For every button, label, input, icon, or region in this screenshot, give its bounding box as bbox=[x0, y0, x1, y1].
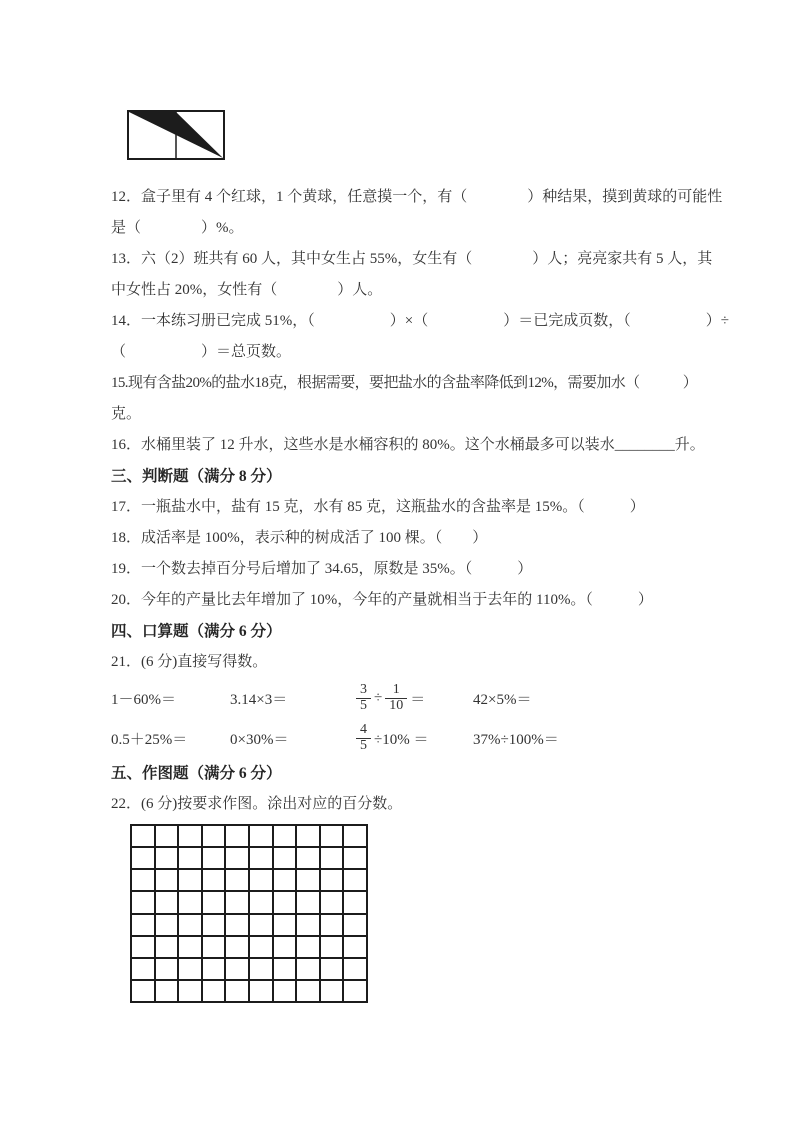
grid-cell bbox=[249, 958, 273, 980]
fraction-one-tenth bbox=[385, 683, 407, 713]
grid-cell bbox=[273, 825, 297, 847]
grid-cell bbox=[225, 958, 249, 980]
grid-cell bbox=[343, 847, 367, 869]
grid-cell bbox=[202, 958, 226, 980]
grid-cell bbox=[202, 914, 226, 936]
grid-cell bbox=[296, 958, 320, 980]
expr-frac45-div-10pct bbox=[356, 723, 473, 753]
expr-0-times-30pct: 0×30%＝ bbox=[230, 731, 289, 748]
grid-cell bbox=[273, 936, 297, 958]
question-13-line-2: 中女性占 20%，女性有（ ）人。 bbox=[111, 282, 383, 298]
grid-cell bbox=[202, 891, 226, 913]
question-21-intro: 21．(6 分)直接写得数。 bbox=[111, 654, 268, 670]
question-22-intro: 22．(6 分)按要求作图。涂出对应的百分数。 bbox=[111, 796, 403, 812]
grid-cell bbox=[225, 914, 249, 936]
question-19: 19．一个数去掉百分号后增加了 34.65，原数是 35%。（ ） bbox=[111, 561, 533, 577]
grid-cell bbox=[178, 891, 202, 913]
grid-cell bbox=[225, 936, 249, 958]
grid-cell bbox=[320, 958, 344, 980]
grid-cell bbox=[249, 847, 273, 869]
percent-grid bbox=[130, 824, 368, 1003]
expr-1-minus-60pct: 1－60%＝ bbox=[111, 691, 176, 708]
grid-cell bbox=[273, 891, 297, 913]
grid-cell bbox=[225, 825, 249, 847]
question-14-line-1: 14．一本练习册已完成 51%，（ ）×（ ）＝已完成页数，（ ）÷ bbox=[111, 313, 729, 329]
fraction-three-fifths bbox=[356, 683, 371, 713]
grid-cell bbox=[273, 914, 297, 936]
grid-cell bbox=[343, 936, 367, 958]
oral-math-row-2 bbox=[111, 718, 697, 758]
grid-cell bbox=[249, 980, 273, 1002]
grid-cell bbox=[202, 980, 226, 1002]
grid-cell bbox=[296, 825, 320, 847]
grid-cell bbox=[296, 914, 320, 936]
grid-cell bbox=[343, 869, 367, 891]
grid-cell bbox=[178, 869, 202, 891]
grid-cell bbox=[296, 936, 320, 958]
grid-cell bbox=[155, 936, 179, 958]
divide-sign: ÷ bbox=[374, 689, 383, 706]
section-drawing bbox=[111, 758, 697, 1003]
grid-cell bbox=[225, 980, 249, 1002]
grid-cell bbox=[320, 980, 344, 1002]
question-15-line-2: 克。 bbox=[111, 406, 142, 422]
grid-cell bbox=[202, 869, 226, 891]
grid-cell bbox=[131, 936, 155, 958]
question-12-line-2: 是（ ）%。 bbox=[111, 220, 244, 236]
section-oral-math bbox=[111, 616, 697, 758]
grid-cell bbox=[273, 847, 297, 869]
grid-cell bbox=[320, 825, 344, 847]
grid-cell bbox=[202, 825, 226, 847]
grid-cell bbox=[343, 980, 367, 1002]
grid-cell bbox=[320, 891, 344, 913]
grid-cell bbox=[296, 869, 320, 891]
oral-section-heading: 四、口算题（满分 6 分） bbox=[111, 623, 282, 640]
question-17: 17．一瓶盐水中，盐有 15 克，水有 85 克，这瓶盐水的含盐率是 15%。（ ） bbox=[111, 499, 645, 515]
grid-cell bbox=[131, 869, 155, 891]
section-fill-in bbox=[111, 182, 729, 461]
judge-section-heading: 三、判断题（满分 8 分） bbox=[111, 468, 282, 485]
grid-cell bbox=[343, 825, 367, 847]
grid-cell bbox=[343, 914, 367, 936]
grid-cell bbox=[155, 869, 179, 891]
drawing-section-heading: 五、作图题（满分 6 分） bbox=[111, 765, 282, 782]
grid-cell bbox=[249, 891, 273, 913]
grid-cell bbox=[155, 825, 179, 847]
expr-0point5-plus-25pct: 0.5＋25%＝ bbox=[111, 731, 188, 748]
grid-cell bbox=[131, 891, 155, 913]
grid-cell bbox=[249, 869, 273, 891]
fraction-numerator: 3 bbox=[360, 681, 367, 697]
grid-cell bbox=[343, 958, 367, 980]
grid-cell bbox=[178, 914, 202, 936]
grid-cell bbox=[202, 847, 226, 869]
fraction-denominator: 5 bbox=[356, 738, 371, 754]
grid-cell bbox=[155, 980, 179, 1002]
grid-cell bbox=[296, 847, 320, 869]
grid-cell bbox=[178, 980, 202, 1002]
grid-cell bbox=[131, 958, 155, 980]
question-18: 18．成活率是 100%，表示种的树成活了 100 棵。（ ） bbox=[111, 530, 488, 546]
grid-cell bbox=[296, 891, 320, 913]
grid-cell bbox=[249, 825, 273, 847]
grid-cell bbox=[155, 847, 179, 869]
grid-cell bbox=[131, 825, 155, 847]
grid-cell bbox=[320, 914, 344, 936]
fraction-numerator: 4 bbox=[360, 721, 367, 737]
worksheet-content bbox=[111, 110, 729, 1003]
grid-cell bbox=[131, 914, 155, 936]
fraction-denominator: 5 bbox=[356, 698, 371, 714]
expr-37pct-div-100pct: 37%÷100%＝ bbox=[473, 731, 559, 748]
expr-frac35-div-frac110 bbox=[356, 683, 473, 713]
grid-cell bbox=[225, 891, 249, 913]
question-20: 20．今年的产量比去年增加了 10%，今年的产量就相当于去年的 110%。（ ） bbox=[111, 592, 653, 608]
grid-cell bbox=[131, 847, 155, 869]
section-judge bbox=[111, 461, 697, 616]
grid-cell bbox=[296, 980, 320, 1002]
grid-cell bbox=[202, 936, 226, 958]
expr-3point14-times-3: 3.14×3＝ bbox=[230, 691, 288, 708]
question-14-line-2: （ ）＝总页数。 bbox=[111, 344, 292, 360]
grid-cell bbox=[225, 847, 249, 869]
grid-cell bbox=[178, 936, 202, 958]
grid-cell bbox=[178, 847, 202, 869]
fraction-denominator: 10 bbox=[385, 698, 407, 714]
oral-math-row-1 bbox=[111, 678, 697, 718]
grid-cell bbox=[320, 847, 344, 869]
grid-cell bbox=[343, 891, 367, 913]
grid-cell bbox=[178, 825, 202, 847]
question-16-line-1: 16．水桶里装了 12 升水，这些水是水桶容积的 80%。这个水桶最多可以装水________升。 bbox=[111, 437, 705, 453]
fraction-four-fifths bbox=[356, 723, 371, 753]
grid-cell bbox=[155, 891, 179, 913]
grid-cell bbox=[249, 914, 273, 936]
grid-cell bbox=[155, 914, 179, 936]
grid-cell bbox=[320, 936, 344, 958]
expr-42-times-5pct: 42×5%＝ bbox=[473, 691, 532, 708]
question-15-line-1: 15.现有含盐20%的盐水18克，根据需要，要把盐水的含盐率降低到12%，需要加水（ ） bbox=[111, 375, 698, 391]
grid-cell bbox=[273, 869, 297, 891]
divide-10pct-equals: ÷10% ＝ bbox=[374, 731, 429, 748]
question-12-line-1: 12．盒子里有 4 个红球，1 个黄球，任意摸一个，有（ ）种结果，摸到黄球的可能性 bbox=[111, 189, 723, 205]
grid-cell bbox=[225, 869, 249, 891]
grid-cell bbox=[178, 958, 202, 980]
grid-cell bbox=[273, 958, 297, 980]
grid-cell bbox=[320, 869, 344, 891]
equals-sign: ＝ bbox=[410, 691, 426, 708]
grid-cell bbox=[131, 980, 155, 1002]
question-13-line-1: 13．六（2）班共有 60 人，其中女生占 55%，女生有（ ）人；亮亮家共有 5 人，其 bbox=[111, 251, 713, 267]
fraction-numerator: 1 bbox=[392, 681, 400, 697]
shaded-triangle-figure bbox=[127, 110, 225, 160]
grid-cell bbox=[155, 958, 179, 980]
grid-cell bbox=[273, 980, 297, 1002]
grid-cell bbox=[249, 936, 273, 958]
